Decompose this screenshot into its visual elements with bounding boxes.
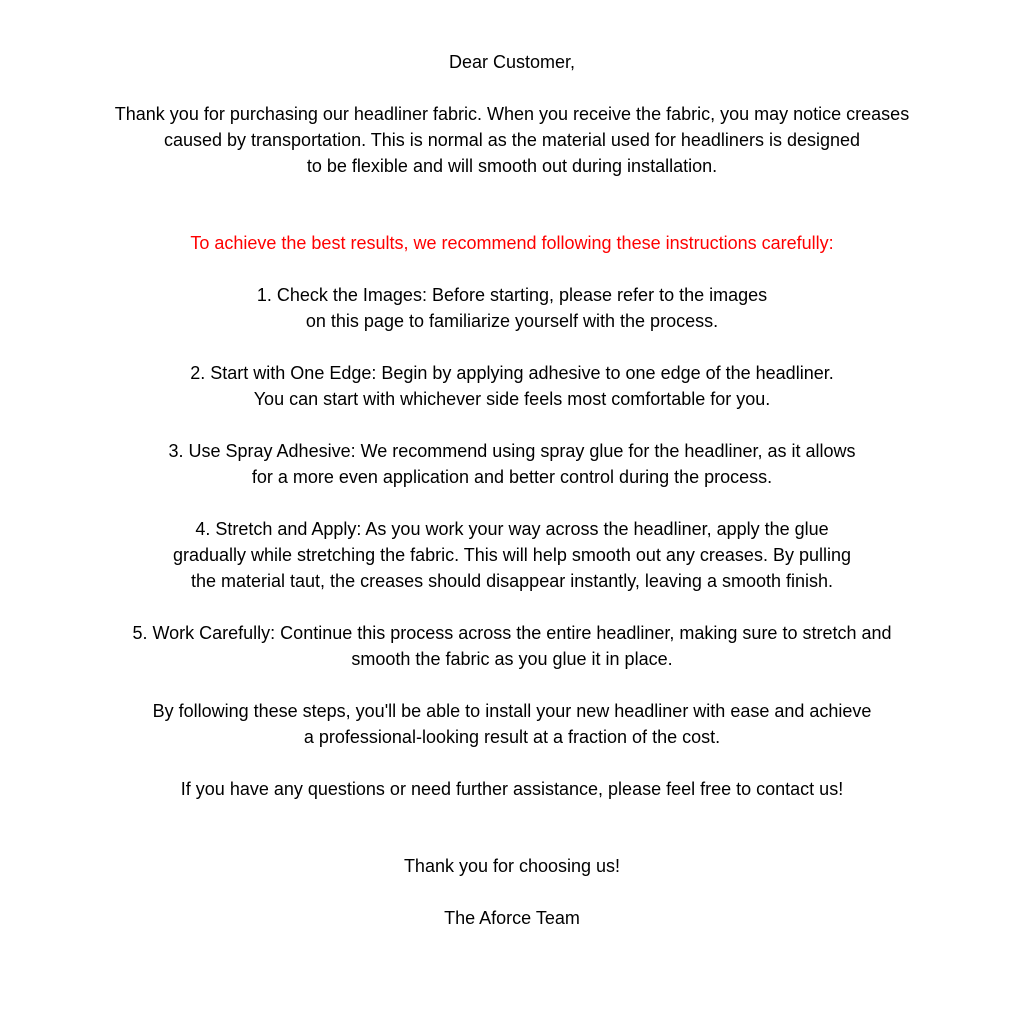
closing-paragraph: [20, 698, 1004, 750]
thanks-paragraph: [20, 853, 1004, 879]
instructions-heading: [20, 230, 1004, 256]
signature: [20, 905, 1004, 931]
step-2-line: You can start with whichever side feels most comfortable for you.: [253, 389, 771, 409]
step-1: [20, 282, 1004, 334]
step-2-line: 2. Start with One Edge: Begin by applying adhesive to one edge of the headliner.: [190, 363, 834, 383]
step-3: [20, 438, 1004, 490]
step-5-line: smooth the fabric as you glue it in place.: [351, 649, 673, 669]
salutation-text: Dear Customer,: [448, 52, 576, 72]
step-4-line: gradually while stretching the fabric. This will help smooth out any creases. By pulling: [172, 545, 851, 565]
instructions-heading-text: To achieve the best results, we recommend following these instructions carefully:: [190, 233, 834, 253]
closing-line: a professional-looking result at a fraction of the cost.: [303, 727, 721, 747]
step-3-line: 3. Use Spray Adhesive: We recommend using spray glue for the headliner, as it allows: [168, 441, 856, 461]
intro-line: to be flexible and will smooth out during installation.: [306, 156, 718, 176]
thanks-line: Thank you for choosing us!: [403, 856, 621, 876]
signature-text: The Aforce Team: [444, 908, 580, 928]
intro-paragraph: [20, 101, 1004, 179]
intro-line: caused by transportation. This is normal as the material used for headliners is designed: [163, 130, 861, 150]
step-5: [20, 620, 1004, 672]
intro-line: Thank you for purchasing our headliner fabric. When you receive the fabric, you may notice creases: [114, 104, 910, 124]
closing-line: By following these steps, you'll be able to install your new headliner with ease and achieve: [152, 701, 872, 721]
step-4-line: the material taut, the creases should disappear instantly, leaving a smooth finish.: [190, 571, 834, 591]
contact-paragraph: [20, 776, 1004, 802]
step-4: [20, 516, 1004, 594]
step-3-line: for a more even application and better control during the process.: [251, 467, 773, 487]
step-1-line: 1. Check the Images: Before starting, please refer to the images: [256, 285, 768, 305]
step-1-line: on this page to familiarize yourself with the process.: [305, 311, 719, 331]
step-2: [20, 360, 1004, 412]
step-4-line: 4. Stretch and Apply: As you work your way across the headliner, apply the glue: [195, 519, 829, 539]
salutation: [20, 49, 1004, 75]
contact-line: If you have any questions or need further assistance, please feel free to contact us!: [180, 779, 844, 799]
step-5-line: 5. Work Carefully: Continue this process across the entire headliner, making sure to stretch and: [132, 623, 892, 643]
